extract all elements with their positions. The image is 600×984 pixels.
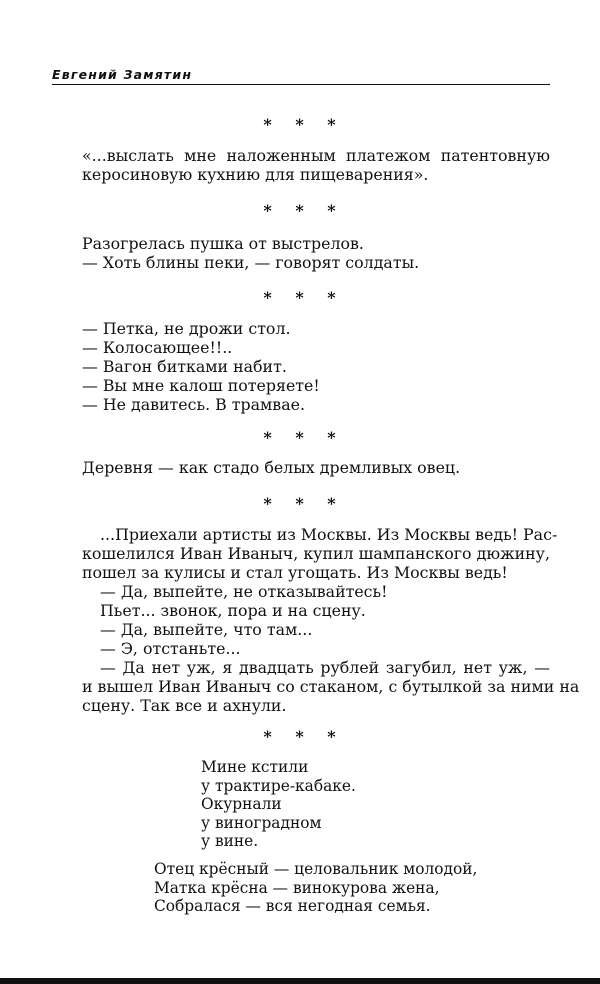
poem-line: у виноградном [201,813,322,832]
section-separator: * * * [263,428,345,447]
author-name: Евгений Замятин [52,67,193,82]
text-line: ...Приехали артисты из Москвы. Из Москвы ведь! Рас- [100,525,558,544]
page-bottom-edge [0,978,600,984]
text-line: — Петка, не дрожи стол. [82,319,291,338]
text-line: Пьет... звонок, пора и на сцену. [100,601,366,620]
poem-stanza-2 [154,860,477,916]
poem-line: Собралася — вся негодная семья. [154,897,431,915]
text-line: — Колосающее!!.. [82,338,233,357]
text-line: «...выслать мне наложенным платежом патентовную [82,146,550,165]
text-block-5 [82,525,580,715]
section-separator: * * * [263,115,345,134]
text-block-2 [82,234,550,272]
section-separator: * * * [263,288,345,307]
text-line: — Вагон битками набит. [82,357,287,376]
poem-line: Мине кстили [201,758,309,776]
text-line: — Да, выпейте, что там... [100,620,313,639]
text-line: — Да нет уж, я двадцать рублей загубил, нет уж, — [100,658,550,677]
text-block-4 [82,458,550,477]
text-line: — Вы мне калош потеряете! [82,376,320,395]
text-line: сцену. Так все и ахнули. [82,696,287,715]
poem-line: Матка крёсна — винокурова жена, [154,878,440,897]
text-line: керосиновую кухнию для пищеварения». [82,165,429,184]
poem-line: Отец крёсный — целовальник молодой, [154,860,478,878]
text-line: — Хоть блины пеки, — говорят солдаты. [82,253,420,272]
section-separator: * * * [263,727,345,746]
text-line: — Э, отстаньте... [100,639,241,658]
text-line: Разогрелась пушка от выстрелов. [82,234,364,253]
text-line: пошел за кулисы и стал угощать. Из Москвы ведь! [82,563,508,582]
section-separator: * * * [263,201,345,220]
text-line: — Не давитесь. В трамвае. [82,395,305,414]
section-separator: * * * [263,494,345,513]
text-line: Деревня — как стадо белых дремливых овец. [82,458,461,477]
poem-line: у трактире-кабаке. [201,776,356,795]
text-line: — Да, выпейте, не отказывайтесь! [100,582,388,601]
text-line: и вышел Иван Иваныч со стаканом, с бутылкой за ними на [82,677,580,696]
poem-line: у вине. [201,832,259,850]
poem-stanza-1 [201,758,356,851]
text-block-3 [82,319,550,414]
poem-line: Окурнали [201,795,282,813]
running-header [52,66,550,85]
text-block-1 [82,146,550,184]
text-line: кошелился Иван Иваныч, купил шампанского дюжину, [82,544,550,563]
